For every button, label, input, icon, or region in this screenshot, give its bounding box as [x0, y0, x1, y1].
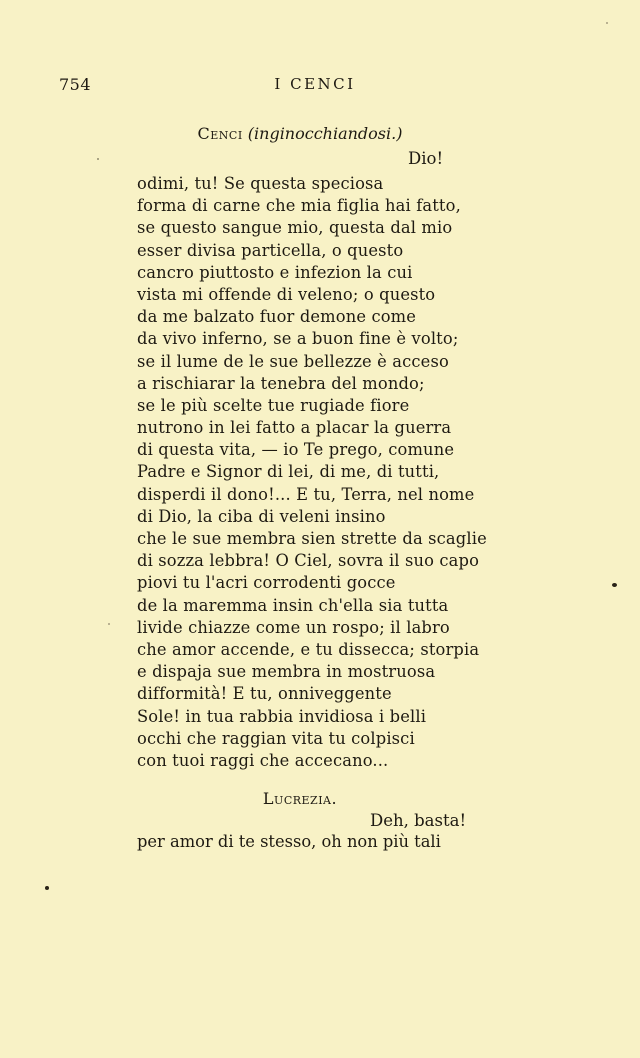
verse-line: di questa vita, — io Te prego, comune — [137, 440, 455, 460]
verse-line: piovi tu l'acri corrodenti gocce — [137, 573, 396, 593]
verse-line: vista mi offende di veleno; o questo — [137, 284, 436, 304]
verse-line: difformità! E tu, onniveggente — [137, 684, 392, 704]
paper-speck — [97, 158, 99, 160]
verse-line: de la maremma insin ch'ella sia tutta — [137, 595, 449, 615]
verse-line: livide chiazze come un rospo; il labro — [137, 617, 450, 637]
verse-line: se il lume de le sue bellezze è acceso — [137, 351, 449, 371]
verse-line: Sole! in tua rabbia invidiosa i belli — [137, 706, 427, 726]
page-number: 754 — [59, 75, 92, 94]
speaker-heading-cenci — [0, 124, 600, 143]
half-line-opening: Dio! — [408, 149, 444, 168]
stage-direction: (inginocchiandosi.) — [247, 124, 403, 143]
verse-line: a rischiarar la tenebra del mondo; — [137, 373, 425, 393]
paper-speck — [606, 22, 608, 24]
speaker-name: Cenci — [197, 124, 243, 143]
verse-line: cancro piuttosto e infezion la cui — [137, 262, 413, 282]
speaker-heading-lucrezia: Lucrezia. — [262, 789, 338, 808]
verse-line: con tuoi raggi che accecano... — [137, 750, 389, 770]
verse-line: da me balzato fuor demone come — [137, 307, 417, 327]
verse-line: Padre e Signor di lei, di me, di tutti, — [137, 462, 440, 482]
verse-line: se questo sangue mio, questa dal mio — [137, 218, 453, 238]
verse-line: nutrono in lei fatto a placar la guerra — [137, 418, 452, 438]
verse-line: per amor di te stesso, oh non più tali — [137, 832, 441, 851]
paper-speck — [612, 583, 617, 587]
verse-line: che le sue membra sien strette da scaglie — [137, 529, 487, 548]
verse-line: occhi che raggian vita tu colpisci — [137, 728, 415, 748]
verse-line: e dispaja sue membra in mostruosa — [137, 662, 436, 682]
half-line-reply: Deh, basta! — [370, 811, 467, 830]
verse-line: di sozza lebbra! O Ciel, sovra il suo capo — [137, 551, 480, 571]
verse-line: odimi, tu! Se questa speciosa — [137, 174, 384, 193]
running-title: I CENCI — [274, 75, 356, 93]
verse-line: forma di carne che mia figlia hai fatto, — [137, 196, 461, 216]
verse-line: esser divisa particella, o questo — [137, 240, 404, 260]
paper-speck — [108, 623, 110, 625]
verse-line: se le più scelte tue rugiade fiore — [137, 395, 410, 415]
paper-speck — [45, 886, 49, 890]
verse-line: disperdi il dono!... E tu, Terra, nel nome — [137, 484, 475, 504]
verse-line: che amor accende, e tu dissecca; storpia — [137, 639, 480, 659]
verse-block — [137, 173, 487, 772]
verse-line: di Dio, la ciba di veleni insino — [137, 506, 386, 526]
verse-line: da vivo inferno, se a buon fine è volto; — [137, 329, 459, 349]
